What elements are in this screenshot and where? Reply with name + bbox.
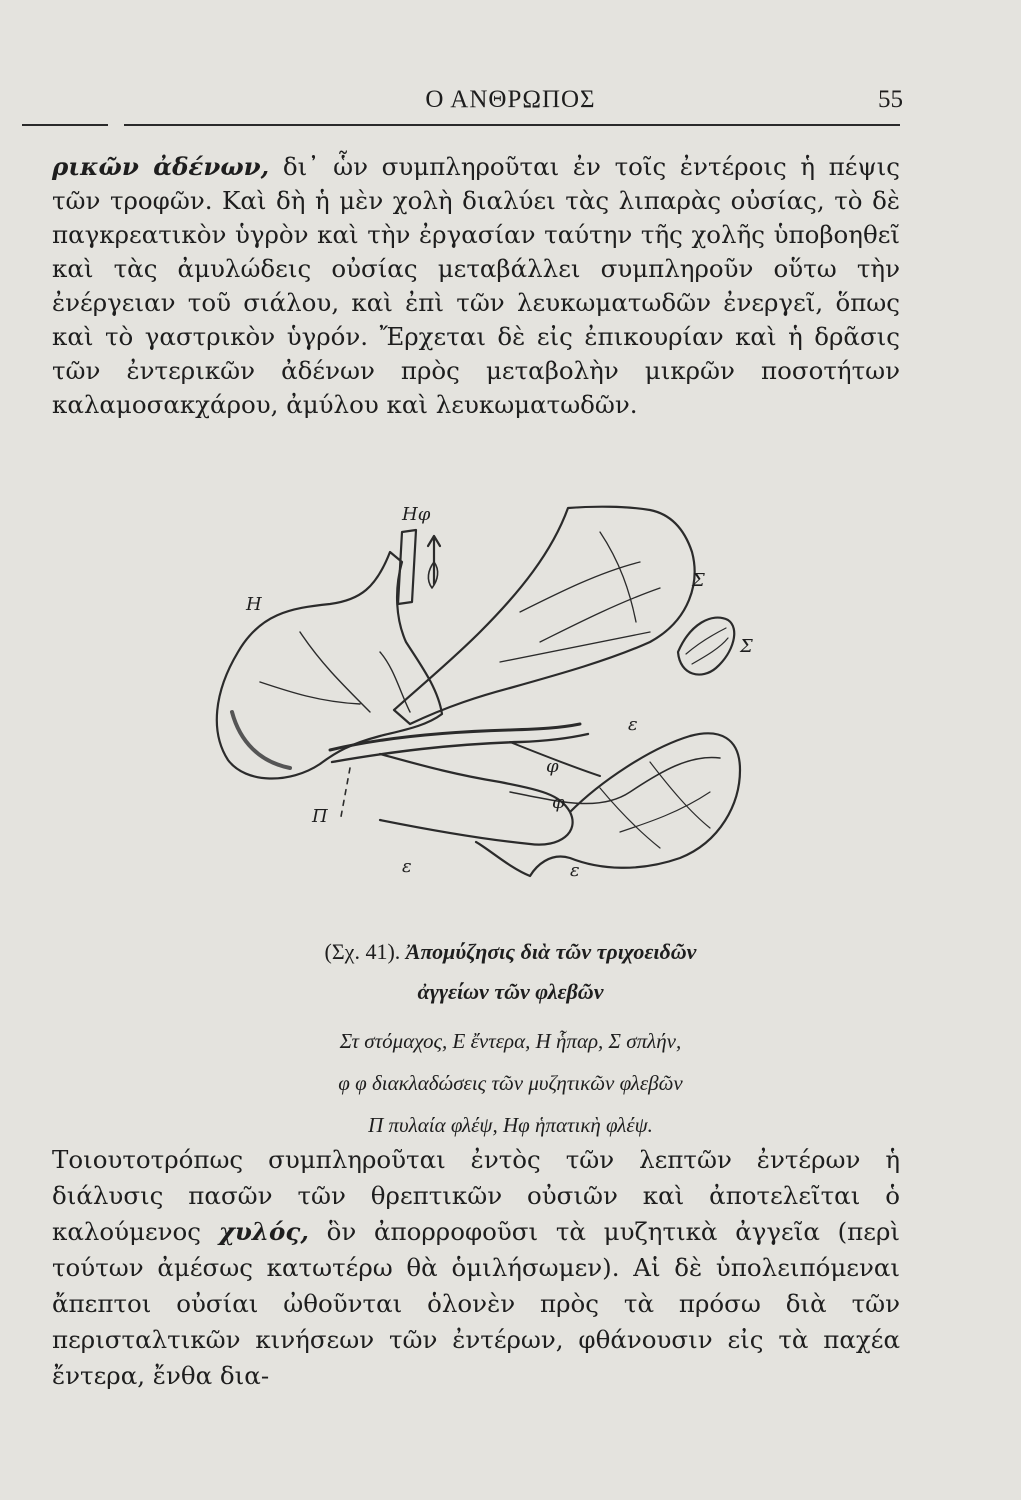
stomach-outline (394, 507, 695, 724)
spleen-veins (686, 628, 728, 664)
legend-line-3: Π πυλαία φλέψ, Ηφ ἡπατικὴ φλέψ. (368, 1113, 653, 1137)
caption-title-line-2: ἀγγείων τῶν φλεβῶν (417, 979, 604, 1004)
page-number: 55 (878, 86, 903, 113)
spleen-outline (678, 618, 734, 675)
figure-caption-title (0, 932, 1021, 1012)
label-branch-1: φ (546, 756, 559, 777)
paragraph-2 (52, 1142, 900, 1394)
label-intestine-2: ε (402, 856, 412, 877)
paragraph-2-emphasis: χυλός, (218, 1217, 309, 1246)
label-intestine-3: ε (570, 860, 580, 881)
upward-arrow (428, 536, 440, 584)
intestine-inner (510, 757, 720, 803)
legend-line-2: φ φ διακλαδώσεις τῶν μυζητικῶν φλεβῶν (338, 1071, 683, 1095)
label-stomach: Σ (692, 570, 705, 591)
liver-shade (232, 712, 290, 768)
anatomical-illustration (180, 492, 780, 912)
paragraph-1 (52, 150, 900, 422)
header-rule-left (22, 124, 108, 126)
paragraph-2-text-b: ὃν ἀπορροφοῦσι τὰ μυζητικὰ ἀγγεῖα (περὶ τούτων ἀμέσως κατωτέρω θὰ ὁμιλήσωμεν). Αἱ δὲ ὑπολειπόμεναι ἄπεπτοι οὐσίαι ὠθοῦνται ὁλονὲν πρὸς τὰ πρόσω διὰ τῶν περισταλτικῶν κινήσεων τῶν ἐντέρων, φθάνουσιν εἰς τὰ παχέα ἔντερα, ἔνθα δια- (52, 1217, 900, 1390)
header-rule-right (124, 124, 900, 126)
caption-number: (Σχ. 41). (324, 939, 401, 964)
caption-title-line-1 (0, 932, 1021, 972)
label-spleen: Σ (740, 636, 753, 657)
figure-legend (0, 1020, 1021, 1146)
label-portal-vein: Π (312, 806, 328, 827)
running-title: Ο ΑΝΘΡΩΠΟΣ (425, 86, 596, 113)
paragraph-2-text-a: Τοιουτοτρόπως συμπληροῦται ἐντὸς τῶν λεπτῶν ἐντέρων ἡ διάλυσις πασῶν τῶν θρεπτικῶν οὐσιῶν καὶ ἀποτελεῖται ὁ καλούμενος (52, 1145, 900, 1246)
portal-dashed-line (340, 768, 350, 822)
stomach-veins (500, 532, 660, 662)
caption-title-text-1: Ἀπομύζησις διὰ τῶν τριχοειδῶν (405, 939, 697, 964)
label-intestine-1: ε (628, 714, 638, 735)
liver-inner-vessels (260, 632, 410, 712)
paragraph-1-lead: ρικῶν ἀδένων, (52, 152, 270, 181)
legend-line-1: Στ στόμαχος, Ε ἔντερα, Η ἧπαρ, Σ σπλήν, (339, 1029, 682, 1053)
label-hepatic-vein: Ηφ (402, 504, 431, 525)
figure-digestive-absorption (180, 492, 780, 912)
paragraph-1-text: δι᾽ ὧν συμπληροῦται ἐν τοῖς ἐντέροις ἡ πέψις τῶν τροφῶν. Καὶ δὴ ἡ μὲν χολὴ διαλύει τὰς λιπαρὰς οὐσίας, τὸ δὲ παγκρεατικὸν ὑγρὸν καὶ τὴν ἐργασίαν ταύτην τῆς χολῆς ὑποβοηθεῖ καὶ τὰς ἀμυλώδεις οὐσίας μεταβάλλει συμπληροῦν οὕτω τὴν ἐνέργειαν τοῦ σιάλου, καὶ ἐπὶ τῶν λευκωματωδῶν ἐνεργεῖ, ὅπως καὶ τὸ γαστρικὸν ὑγρόν. Ἔρχεται δὲ εἰς ἐπικουρίαν καὶ ἡ δρᾶσις τῶν ἐντερικῶν ἀδένων πρὸς μεταβολὴν μικρῶν ποσοτήτων καλαμοσακχάρου, ἀμύλου καὶ λευκωματωδῶν. (52, 152, 900, 419)
label-branch-2: φ (552, 792, 565, 813)
label-liver: Η (246, 594, 262, 615)
